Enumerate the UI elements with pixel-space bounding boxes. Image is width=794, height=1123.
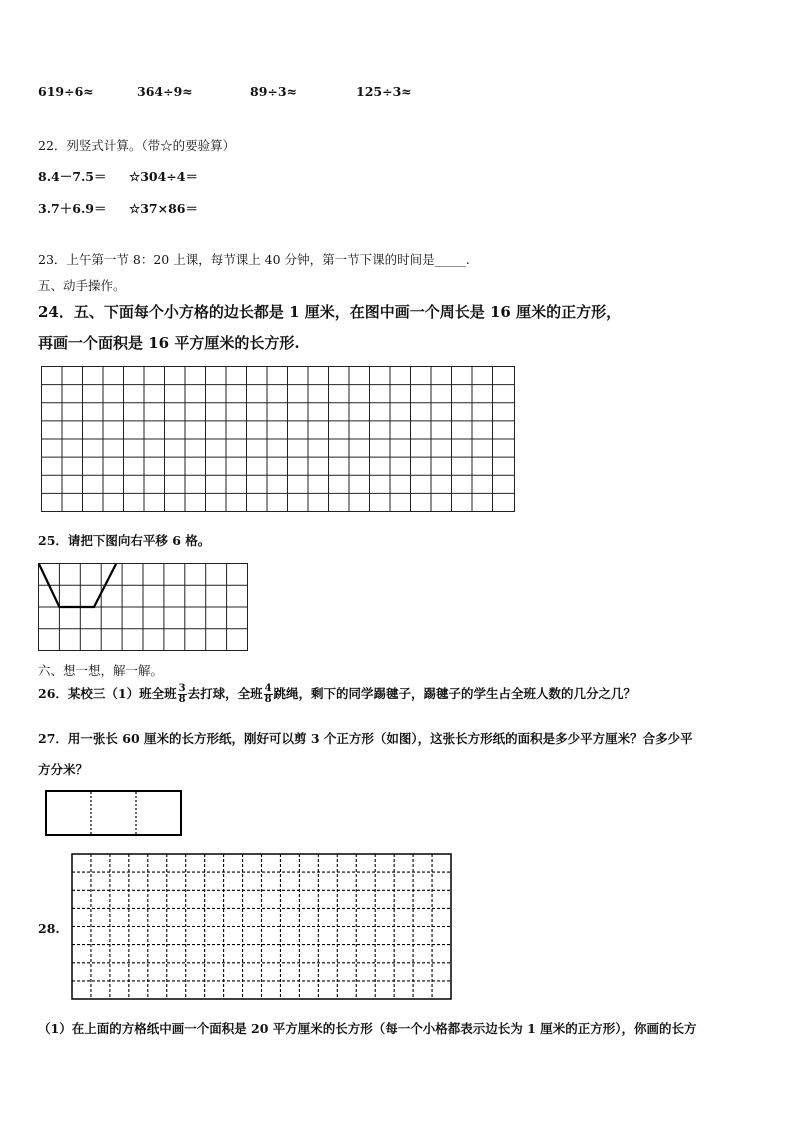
estimate-1: 619÷6≈: [38, 84, 94, 99]
section-6-heading: 六、想一想，解一解。: [38, 663, 164, 678]
q27-line-1: 27．用一张长 60 厘米的长方形纸，刚好可以剪 3 个正方形（如图），这张长方形纸的面积是多少平方厘米？合多少平: [38, 731, 693, 746]
q26-question: [38, 684, 636, 705]
fraction-1-numerator: 3: [178, 683, 186, 694]
q28-dashed-grid[interactable]: [71, 853, 454, 1002]
q26-part-1: 26．某校三（1）班全班: [38, 686, 177, 701]
q23-answer-blank[interactable]: _____: [434, 252, 466, 267]
q24-grid[interactable]: [41, 366, 517, 514]
fraction-2-denominator: 8: [264, 694, 272, 705]
q24-line-2: 再画一个面积是 16 平方厘米的长方形.: [38, 334, 300, 352]
q26-part-3: 跳绳，剩下的同学踢毽子，踢毽子的学生占全班人数的几分之几？: [273, 686, 637, 701]
fraction-1-denominator: 8: [178, 694, 186, 705]
q24-line-1: 24．五、下面每个小方格的边长都是 1 厘米，在图中画一个周长是 16 厘米的正方形，: [38, 303, 622, 321]
q26-part-2: 去打球，全班: [187, 686, 263, 701]
q22-item-3: 3.7＋6.9＝: [38, 201, 107, 216]
q28-label: 28.: [38, 921, 60, 936]
q22-item-4: ☆37×86＝: [129, 201, 198, 216]
estimate-3: 89÷3≈: [250, 84, 298, 99]
fraction-four-eighths: [264, 684, 273, 705]
fraction-2-numerator: 4: [264, 683, 272, 694]
estimate-2: 364÷9≈: [137, 84, 193, 99]
q25-text: 25．请把下图向右平移 6 格。: [38, 533, 211, 548]
q23-text: 23．上午第一节 8：20 上课，每节课上 40 分钟，第一节下课的时间是: [38, 252, 435, 267]
estimate-4: 125÷3≈: [356, 84, 412, 99]
q23-question: [38, 250, 470, 268]
section-5-heading: 五、动手操作。: [38, 278, 126, 293]
q28-subquestion-1: （1）在上面的方格纸中画一个面积是 20 平方厘米的长方形（每一个小格都表示边长为 1 厘米的正方形），你画的长方: [38, 1021, 697, 1036]
q23-end: .: [465, 252, 470, 267]
q25-grid[interactable]: [38, 563, 250, 653]
q22-title: 22．列竖式计算。（带☆的要验算）: [38, 138, 236, 153]
q22-item-1: 8.4－7.5＝: [38, 169, 107, 184]
q22-item-2: ☆304÷4＝: [129, 169, 198, 184]
q27-line-2: 方分米？: [38, 762, 89, 777]
fraction-three-eighths: [178, 684, 187, 705]
q27-rectangle-figure: [45, 790, 185, 838]
